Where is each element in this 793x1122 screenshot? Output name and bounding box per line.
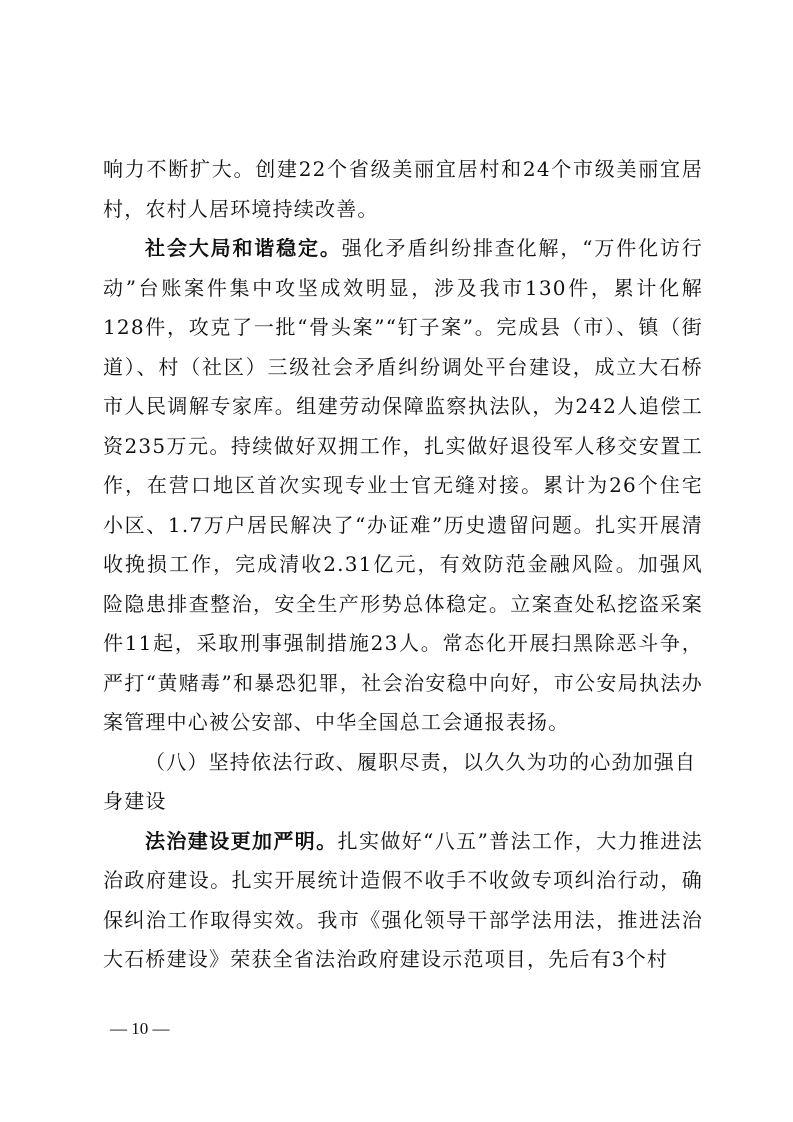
paragraph-lead-heading: 法治建设更加严明。 [145,828,338,853]
paragraph-text: 强化矛盾纠纷排查化解，“万件化访行动”台账案件集中攻坚成效明显，涉及我市130件，累计化解128件，攻克了一批“骨头案”“钉子案”。完成县（市）、镇（街道）、村（社区）三级社会矛盾纠纷调处平台建设，成立大石桥市人民调解专家库。组建劳动保障监察执法队，为242人追偿工资235万元。持续做好双拥工作，扎实做好退役军人移交安置工作，在营口地区首次实现专业士官无缝对接。累计为26个住宅小区、1.7万户居民解决了“办证难”历史遗留问题。扎实开展清收挽损工作，完成清收2.31亿元，有效防范金融风险。加强风险隐患排查整治，安全生产形势总体稳定。立案查处私挖盗采案件11起，采取刑事强制措施23人。常态化开展扫黑除恶斗争，严打“黄赌毒”和暴恐犯罪，社会治安稳中向好，市公安局执法办案管理中心被公安部、中华全国总工会通报表扬。 [103,236,703,734]
paragraph-lead-heading: 社会大局和谐稳定。 [145,236,342,260]
paragraph-text: 响力不断扩大。创建22个省级美丽宜居村和24个市级美丽宜居村，农村人居环境持续改善。 [103,157,703,221]
page-number: — 10 — [110,1019,170,1038]
paragraph-social-stability [103,229,703,743]
section-heading-eight: （八）坚持依法行政、履职尽责，以久久为功的心劲加强自身建设 [103,749,697,813]
paragraph-text: 扎实做好“八五”普法工作，大力推进法治政府建设。扎实开展统计造假不收手不收敛专项纠治行动，确保纠治工作取得实效。我市《强化领导干部学法用法，推进法治大石桥建设》荣获全省法治政府建设示范项目，先后有3个村 [103,828,703,971]
paragraph-rule-of-law [103,822,703,980]
document-body [103,150,703,980]
paragraph-continuation [103,150,703,229]
